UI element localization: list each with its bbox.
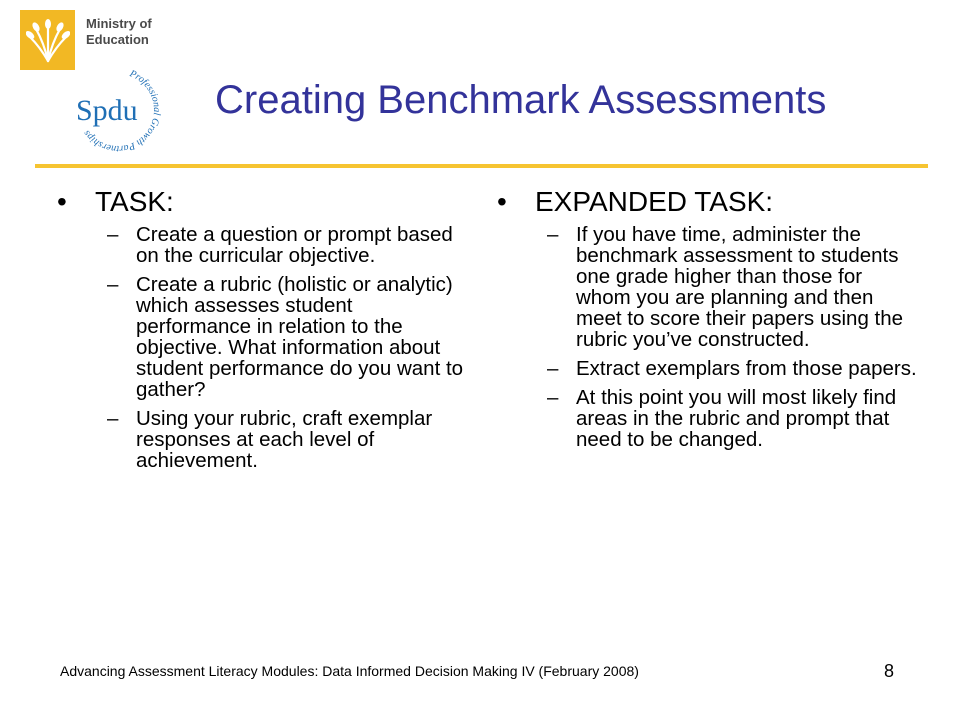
expanded-task-heading-row bbox=[497, 186, 917, 218]
ministry-of-education-logo bbox=[20, 10, 152, 70]
title-divider bbox=[35, 164, 928, 168]
page-number: 8 bbox=[884, 661, 895, 681]
list-item-text: Extract exemplars from those papers. bbox=[576, 357, 917, 380]
dash-icon: – bbox=[107, 273, 119, 296]
task-list bbox=[107, 224, 467, 471]
dash-icon: – bbox=[547, 357, 559, 380]
list-item bbox=[547, 358, 917, 379]
task-heading: TASK: bbox=[95, 186, 174, 217]
bullet-icon: • bbox=[497, 186, 507, 217]
spdu-wordmark: Spdu bbox=[76, 94, 138, 127]
ministry-name bbox=[86, 16, 152, 48]
list-item bbox=[547, 224, 917, 350]
wheat-icon bbox=[20, 10, 75, 70]
list-item-text: Create a rubric (holistic or analytic) which assesses student performance in relation to the objective. What information about student performance do you want to gather? bbox=[136, 273, 464, 401]
task-column bbox=[57, 186, 467, 479]
list-item-text: If you have time, administer the benchmark assessment to students one grade higher than those for whom you are planning and then meet to score their papers using the rubric you’ve constructed. bbox=[576, 223, 904, 351]
list-item bbox=[107, 224, 467, 266]
dash-icon: – bbox=[547, 386, 559, 409]
spdu-logo bbox=[70, 62, 166, 158]
spdu-ring-text: Professional Growth Partnerships bbox=[81, 68, 163, 155]
ministry-line-2: Education bbox=[86, 32, 149, 47]
ministry-line-1: Ministry of bbox=[86, 16, 152, 31]
slide-title: Creating Benchmark Assessments bbox=[215, 78, 827, 122]
dash-icon: – bbox=[547, 223, 559, 246]
expanded-task-heading: EXPANDED TASK: bbox=[535, 186, 774, 217]
expanded-task-column bbox=[497, 186, 917, 458]
dash-icon: – bbox=[107, 407, 119, 430]
list-item bbox=[107, 408, 467, 471]
list-item-text: Using your rubric, craft exemplar responses at each level of achievement. bbox=[136, 407, 433, 472]
bullet-icon: • bbox=[57, 186, 67, 217]
task-heading-row bbox=[57, 186, 467, 218]
list-item-text: Create a question or prompt based on the curricular objective. bbox=[136, 223, 453, 267]
list-item bbox=[107, 274, 467, 400]
list-item bbox=[547, 387, 917, 450]
expanded-task-list bbox=[547, 224, 917, 450]
list-item-text: At this point you will most likely find areas in the rubric and prompt that need to be changed. bbox=[576, 386, 897, 451]
footer-text: Advancing Assessment Literacy Modules: Data Informed Decision Making IV (February 2008) bbox=[60, 663, 639, 679]
dash-icon: – bbox=[107, 223, 119, 246]
